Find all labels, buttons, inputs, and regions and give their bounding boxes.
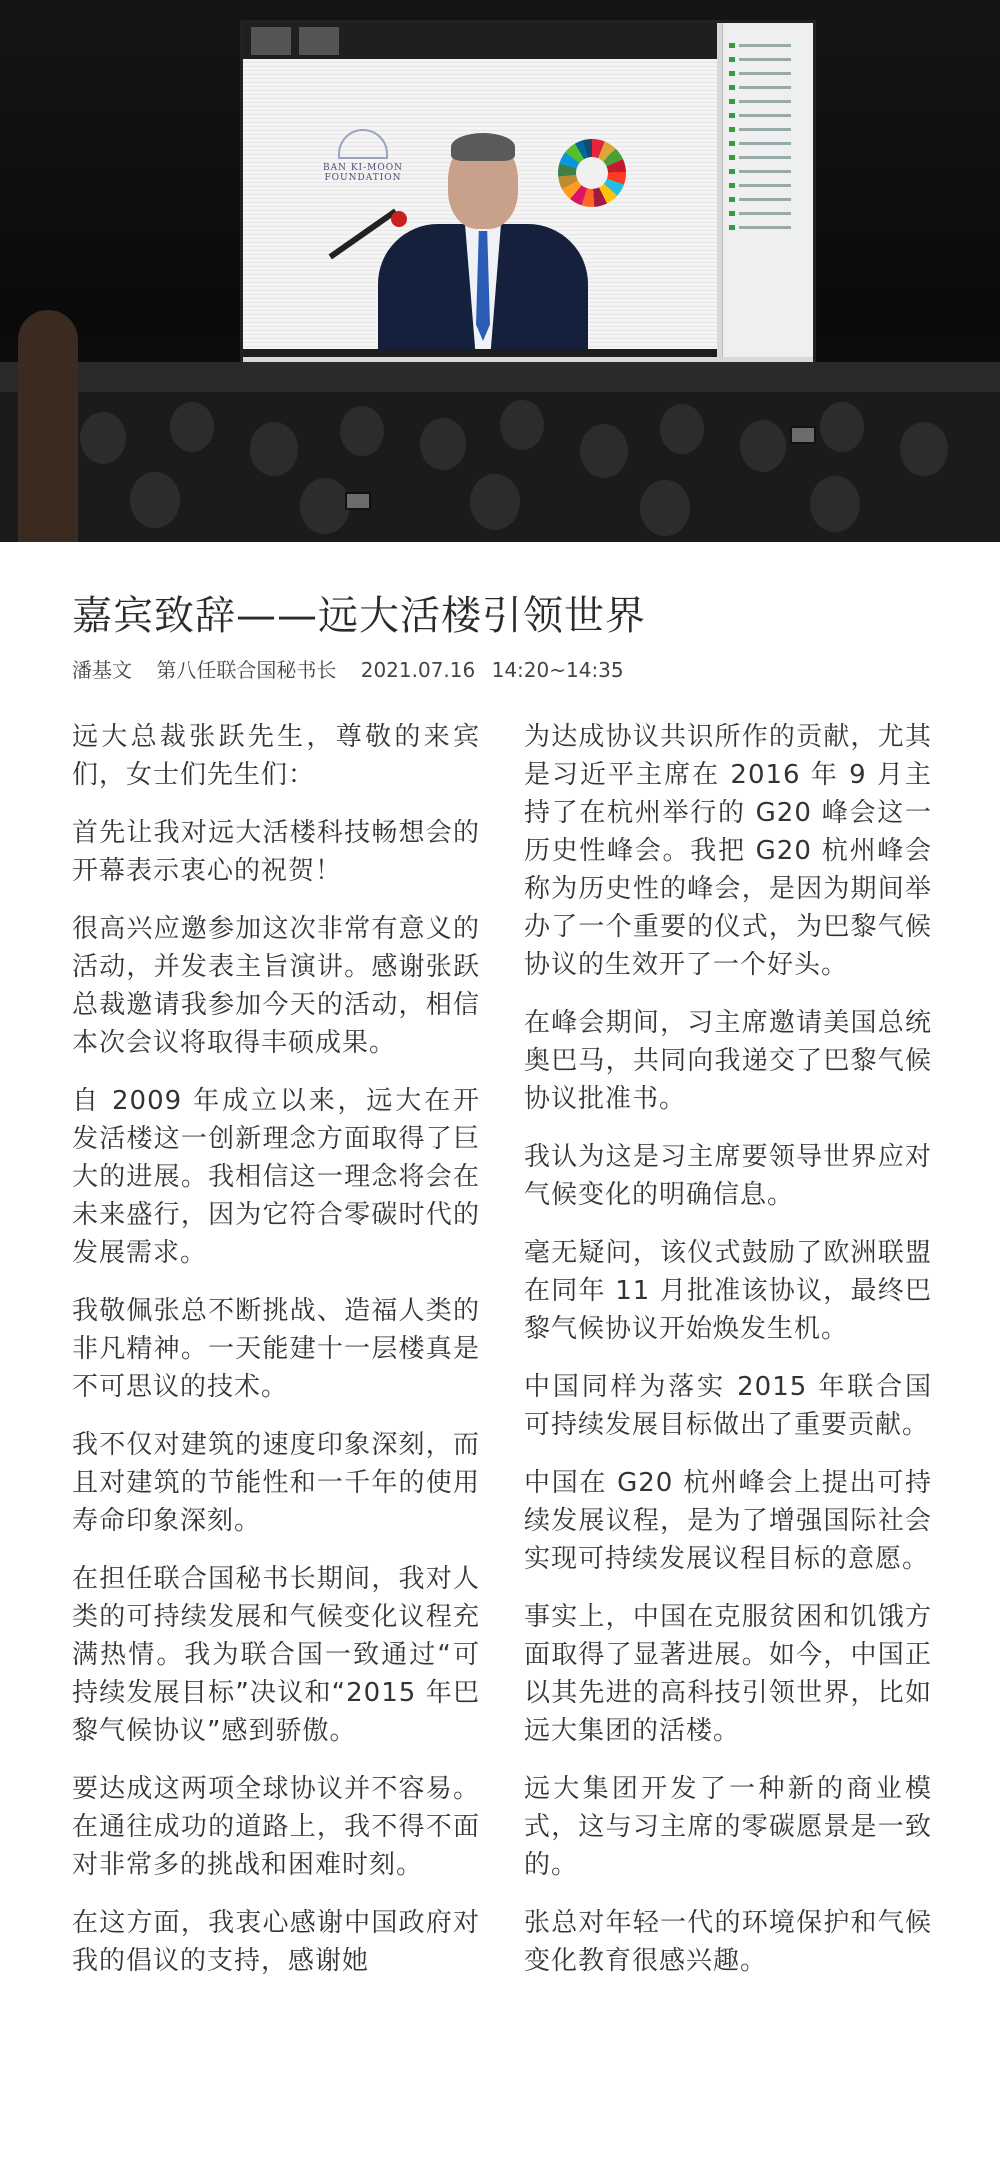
paragraph: 为达成协议共识所作的贡献，尤其是习近平主席在 2016 年 9 月主持了在杭州举行的 G20 峰会这一历史性峰会。我把 G20 杭州峰会称为历史性的峰会，是因为期间举办了一个重要的仪式，为巴黎气候协议的生效开了一个好头。 [524,722,932,980]
paragraph: 要达成这两项全球协议并不容易。在通往成功的道路上，我不得不面对非常多的挑战和困难时刻。 [72,1774,480,1880]
phone-icon [790,426,816,444]
byline-author: 潘基文 [72,658,132,682]
foundation-logo-text: BAN KI-MOON FOUNDATION [322,163,404,183]
paragraph: 自 2009 年成立以来，远大在开发活楼这一创新理念方面取得了巨大的进展。我相信这一理念将会在未来盛行，因为它符合零碳时代的发展需求。 [72,1086,480,1268]
paragraph: 毫无疑问，该仪式鼓励了欧洲联盟在同年 11 月批准该协议，最终巴黎气候协议开始焕发生机。 [524,1238,932,1344]
microphone-icon [391,211,407,227]
hero-photo [0,0,1000,542]
participants-panel [722,23,813,357]
paragraph: 很高兴应邀参加这次非常有意义的活动，并发表主旨演讲。感谢张跃总裁邀请我参加今天的活动，相信本次会议将取得丰硕成果。 [72,914,480,1058]
foundation-crest-icon [338,129,388,159]
sdg-wheel-icon [558,139,626,207]
article-body [72,718,932,2000]
paragraph: 事实上，中国在克服贫困和饥饿方面取得了显著进展。如今，中国正以其先进的高科技引领世界，比如远大集团的活楼。 [524,1602,932,1746]
paragraph: 张总对年轻一代的环境保护和气候变化教育很感兴趣。 [524,1908,932,1976]
byline-role: 第八任联合国秘书长 [156,658,337,682]
article-header [72,590,932,683]
byline [72,654,932,683]
video-call-main-view [243,59,717,357]
standing-person [18,310,78,542]
speaker-hair [451,133,515,161]
paragraph: 我认为这是习主席要领导世界应对气候变化的明确信息。 [524,1142,932,1210]
paragraph: 首先让我对远大活楼科技畅想会的开幕表示衷心的祝贺！ [72,818,480,886]
paragraph: 在这方面，我衷心感谢中国政府对我的倡议的支持，感谢她 [72,1908,480,1976]
paragraph: 中国在 G20 杭州峰会上提出可持续发展议程，是为了增强国际社会实现可持续发展议程目标的意愿。 [524,1468,932,1574]
audience [0,392,1000,542]
screen-taskbar [243,349,717,357]
byline-time: 14:20~14:35 [491,658,624,682]
article-title: 嘉宾致辞——远大活楼引领世界 [72,593,646,639]
paragraph: 在担任联合国秘书长期间，我对人类的可持续发展和气候变化议程充满热情。我为联合国一致通过“可持续发展目标”决议和“2015 年巴黎气候协议”感到骄傲。 [72,1564,480,1746]
projection-screen [240,20,816,368]
article-column-left [72,718,480,2000]
paragraph: 我敬佩张总不断挑战、造福人类的非凡精神。一天能建十一层楼真是不可思议的技术。 [72,1296,480,1402]
phone-icon [345,492,371,510]
article-column-right [524,718,932,2000]
paragraph: 远大总裁张跃先生，尊敬的来宾们，女士们先生们： [72,722,480,790]
foundation-logo [283,129,443,183]
byline-date: 2021.07.16 [360,658,476,682]
paragraph: 我不仅对建筑的速度印象深刻，而且对建筑的节能性和一千年的使用寿命印象深刻。 [72,1430,480,1536]
stage-edge [0,362,1000,392]
video-call-thumbnails [243,23,717,59]
paragraph: 在峰会期间，习主席邀请美国总统奥巴马，共同向我递交了巴黎气候协议批准书。 [524,1008,932,1114]
paragraph: 中国同样为落实 2015 年联合国可持续发展目标做出了重要贡献。 [524,1372,932,1440]
paragraph: 远大集团开发了一种新的商业模式，这与习主席的零碳愿景是一致的。 [524,1774,932,1880]
